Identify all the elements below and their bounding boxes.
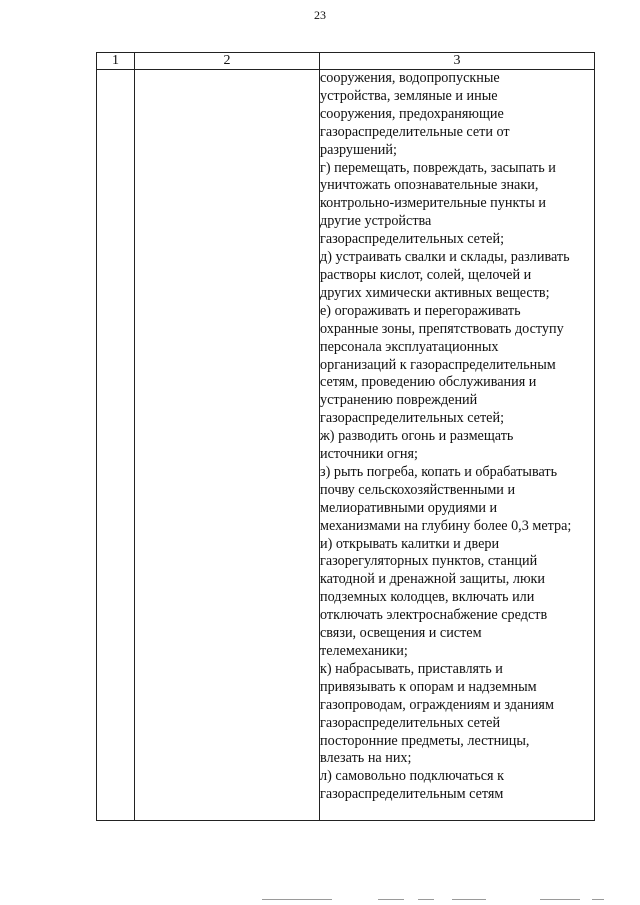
content-line: газорегуляторных пунктов, станций <box>320 553 538 570</box>
content-line: г) перемещать, повреждать, засыпать и <box>320 159 556 176</box>
content-line: устройства, земляные и иные <box>320 87 498 104</box>
table-row <box>97 70 595 821</box>
content-line: газопроводам, ограждениям и зданиям <box>320 696 554 713</box>
content-line: газораспределительных сетей <box>320 714 501 731</box>
content-line: влезать на них; <box>320 750 412 767</box>
column-header-2: 2 <box>135 53 320 70</box>
content-line: контрольно-измерительные пункты и <box>320 195 547 212</box>
column-3-cell <box>320 70 595 821</box>
content-line: катодной и дренажной защиты, люки <box>320 571 546 588</box>
content-line: к) набрасывать, приставлять и <box>320 660 503 677</box>
content-line: персонала эксплуатационных <box>320 338 499 355</box>
content-line: газораспределительные сети от <box>320 123 510 140</box>
column-header-3: 3 <box>320 53 595 70</box>
column-header-1: 1 <box>97 53 135 70</box>
content-line: механизмами на глубину более 0,3 метра; <box>320 517 572 534</box>
content-line: сооружения, водопропускные <box>320 70 500 86</box>
content-line: уничтожать опознавательные знаки, <box>320 177 539 194</box>
content-line: разрушений; <box>320 141 397 158</box>
content-line: источники огня; <box>320 446 418 463</box>
content-line: почву сельскохозяйственными и <box>320 481 516 498</box>
content-line: газораспределительным сетям <box>320 786 504 803</box>
content-line: других химически активных веществ; <box>320 284 550 301</box>
content-line: з) рыть погреба, копать и обрабатывать <box>320 463 558 480</box>
content-line: и) открывать калитки и двери <box>320 535 500 552</box>
scan-artifact-marks <box>0 899 640 903</box>
content-line: сооружения, предохраняющие <box>320 105 504 122</box>
content-line: мелиоративными орудиями и <box>320 499 498 516</box>
content-line: газораспределительных сетей; <box>320 231 505 248</box>
content-line: привязывать к опорам и надземным <box>320 678 537 695</box>
column-1-cell <box>97 70 135 821</box>
content-line: д) устраивать свалки и склады, разливать <box>320 249 570 266</box>
content-line: е) огораживать и перегораживать <box>320 302 521 319</box>
table-header-row <box>97 53 595 70</box>
column-2-cell <box>135 70 320 821</box>
content-line: газораспределительных сетей; <box>320 410 505 427</box>
page-number: 23 <box>314 8 326 22</box>
regulation-table <box>96 52 595 821</box>
content-line: организаций к газораспределительным <box>320 356 556 373</box>
content-line: связи, освещения и систем <box>320 625 482 642</box>
content-line: растворы кислот, солей, щелочей и <box>320 266 532 283</box>
content-line: отключать электроснабжение средств <box>320 607 548 624</box>
content-line: другие устройства <box>320 213 432 230</box>
content-line: охранные зоны, препятствовать доступу <box>320 320 564 337</box>
content-line: устранению повреждений <box>320 392 478 409</box>
content-line: подземных колодцев, включать или <box>320 589 535 606</box>
content-line: телемеханики; <box>320 643 408 659</box>
content-line: ж) разводить огонь и размещать <box>320 428 514 445</box>
content-line: л) самовольно подключаться к <box>320 768 505 785</box>
content-line: посторонние предметы, лестницы, <box>320 732 530 749</box>
content-line: сетям, проведению обслуживания и <box>320 374 537 391</box>
